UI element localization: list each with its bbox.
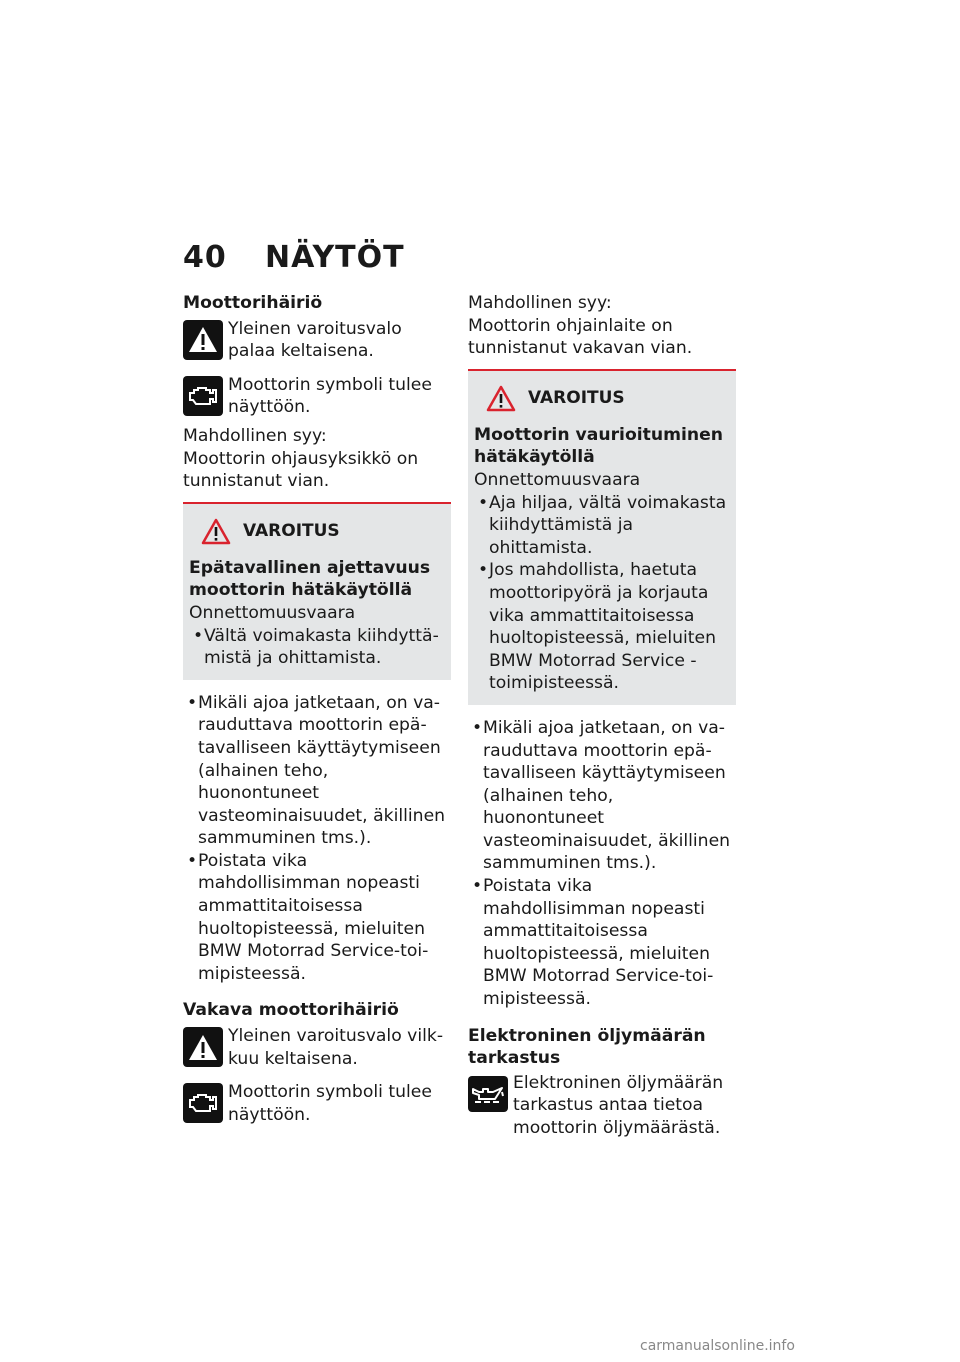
chapter-title: NÄYTÖT bbox=[265, 240, 405, 275]
warning-triangle-outline-icon bbox=[201, 518, 231, 545]
bullet-list bbox=[183, 692, 451, 986]
warning-box bbox=[183, 502, 451, 680]
list-item: • Poistata vika mahdollisimman nopeasti ammattitaitoisessa huoltopisteessä, mieluiten BMW Motorrad Service-toimipisteessä. bbox=[183, 850, 451, 986]
section-heading-engine-fault: Moottorihäiriö bbox=[183, 293, 323, 313]
warning-heading: Epätavallinen ajettavuus moottorin hätäkäytöllä bbox=[189, 557, 431, 601]
watermark: carmanualsonline.info bbox=[640, 1338, 795, 1354]
warning-title: VAROITUS bbox=[474, 385, 728, 412]
page-header bbox=[183, 240, 405, 275]
symbol-text: Moottorin symboli tulee näyttöön. bbox=[228, 374, 432, 418]
right-column bbox=[468, 292, 736, 1140]
list-item: • Poistata vika mahdollisimman nopeasti ammattitaitoisessa huoltopisteessä, mieluiten BMW Motorrad Service-toimipisteessä. bbox=[468, 875, 736, 1011]
warning-heading: Moottorin vaurioituminen hätäkäytöllä bbox=[474, 424, 724, 468]
symbol-row-engine bbox=[183, 1081, 451, 1126]
section-heading-oil-check: Elektroninen öljymäärän tarkastus bbox=[468, 1025, 706, 1069]
cause-label: Mahdollinen syy: bbox=[468, 293, 612, 313]
symbol-row-general-warning bbox=[183, 1025, 451, 1070]
symbol-row-oil bbox=[468, 1072, 736, 1140]
cause-text: Moottorin ohjainlaite on tunnistanut vakavan vian. bbox=[468, 315, 693, 359]
list-item: • Mikäli ajoa jatketaan, on varauduttava moottorin epätavalliseen käyttäytymiseen (alhainen teho, huonontuneet vasteominaisuudet, äkillinen sammuminen tms.). bbox=[468, 717, 736, 875]
list-item: • Mikäli ajoa jatketaan, on varauduttava moottorin epätavalliseen käyttäytymiseen (alhainen teho, huonontuneet vasteominaisuudet, äkillinen sammuminen tms.). bbox=[183, 692, 451, 850]
warning-title: VAROITUS bbox=[189, 518, 443, 545]
list-item: • Vältä voimakasta kiihdyttämistä ja ohittamista. bbox=[189, 625, 443, 670]
warning-bullets bbox=[189, 625, 443, 670]
warning-triangle-outline-icon bbox=[486, 385, 516, 412]
list-item: • Aja hiljaa, vältä voimakasta kiihdyttämistä ja ohittamista. bbox=[474, 492, 728, 560]
oil-text: Elektroninen öljymäärän tarkastus antaa tietoa moottorin öljymäärästä. bbox=[513, 1072, 724, 1138]
symbol-row-general-warning bbox=[183, 318, 451, 363]
warning-triangle-icon bbox=[183, 1027, 223, 1067]
page-number: 40 bbox=[183, 240, 227, 275]
engine-icon bbox=[183, 376, 223, 416]
warning-bullets bbox=[474, 492, 728, 695]
engine-icon bbox=[183, 1083, 223, 1123]
cause-label: Mahdollinen syy: bbox=[183, 425, 327, 446]
oil-can-icon bbox=[468, 1076, 508, 1112]
list-item: • Jos mahdollista, haetuta moottoripyörä ja korjauta vika ammattitaitoisessa huoltopisteessä, mieluiten BMW Motorrad Service -toimipisteessä. bbox=[474, 559, 728, 695]
warning-box bbox=[468, 369, 736, 705]
cause-text: Moottorin ohjausyksikkö on tunnistanut vian. bbox=[183, 448, 419, 492]
warning-risk: Onnettomuusvaara bbox=[189, 602, 356, 623]
warning-triangle-icon bbox=[183, 320, 223, 360]
left-column bbox=[183, 292, 451, 1126]
symbol-row-engine bbox=[183, 374, 451, 419]
warning-risk: Onnettomuusvaara bbox=[474, 469, 641, 490]
symbol-text: Yleinen varoitusvalo vilkkuu keltaisena. bbox=[228, 1026, 444, 1069]
symbol-text: Yleinen varoitusvalo palaa keltaisena. bbox=[228, 318, 402, 362]
section-heading-severe-fault: Vakava moottorihäiriö bbox=[183, 1000, 399, 1021]
bullet-list bbox=[468, 717, 736, 1011]
symbol-text: Moottorin symboli tulee näyttöön. bbox=[228, 1082, 432, 1125]
